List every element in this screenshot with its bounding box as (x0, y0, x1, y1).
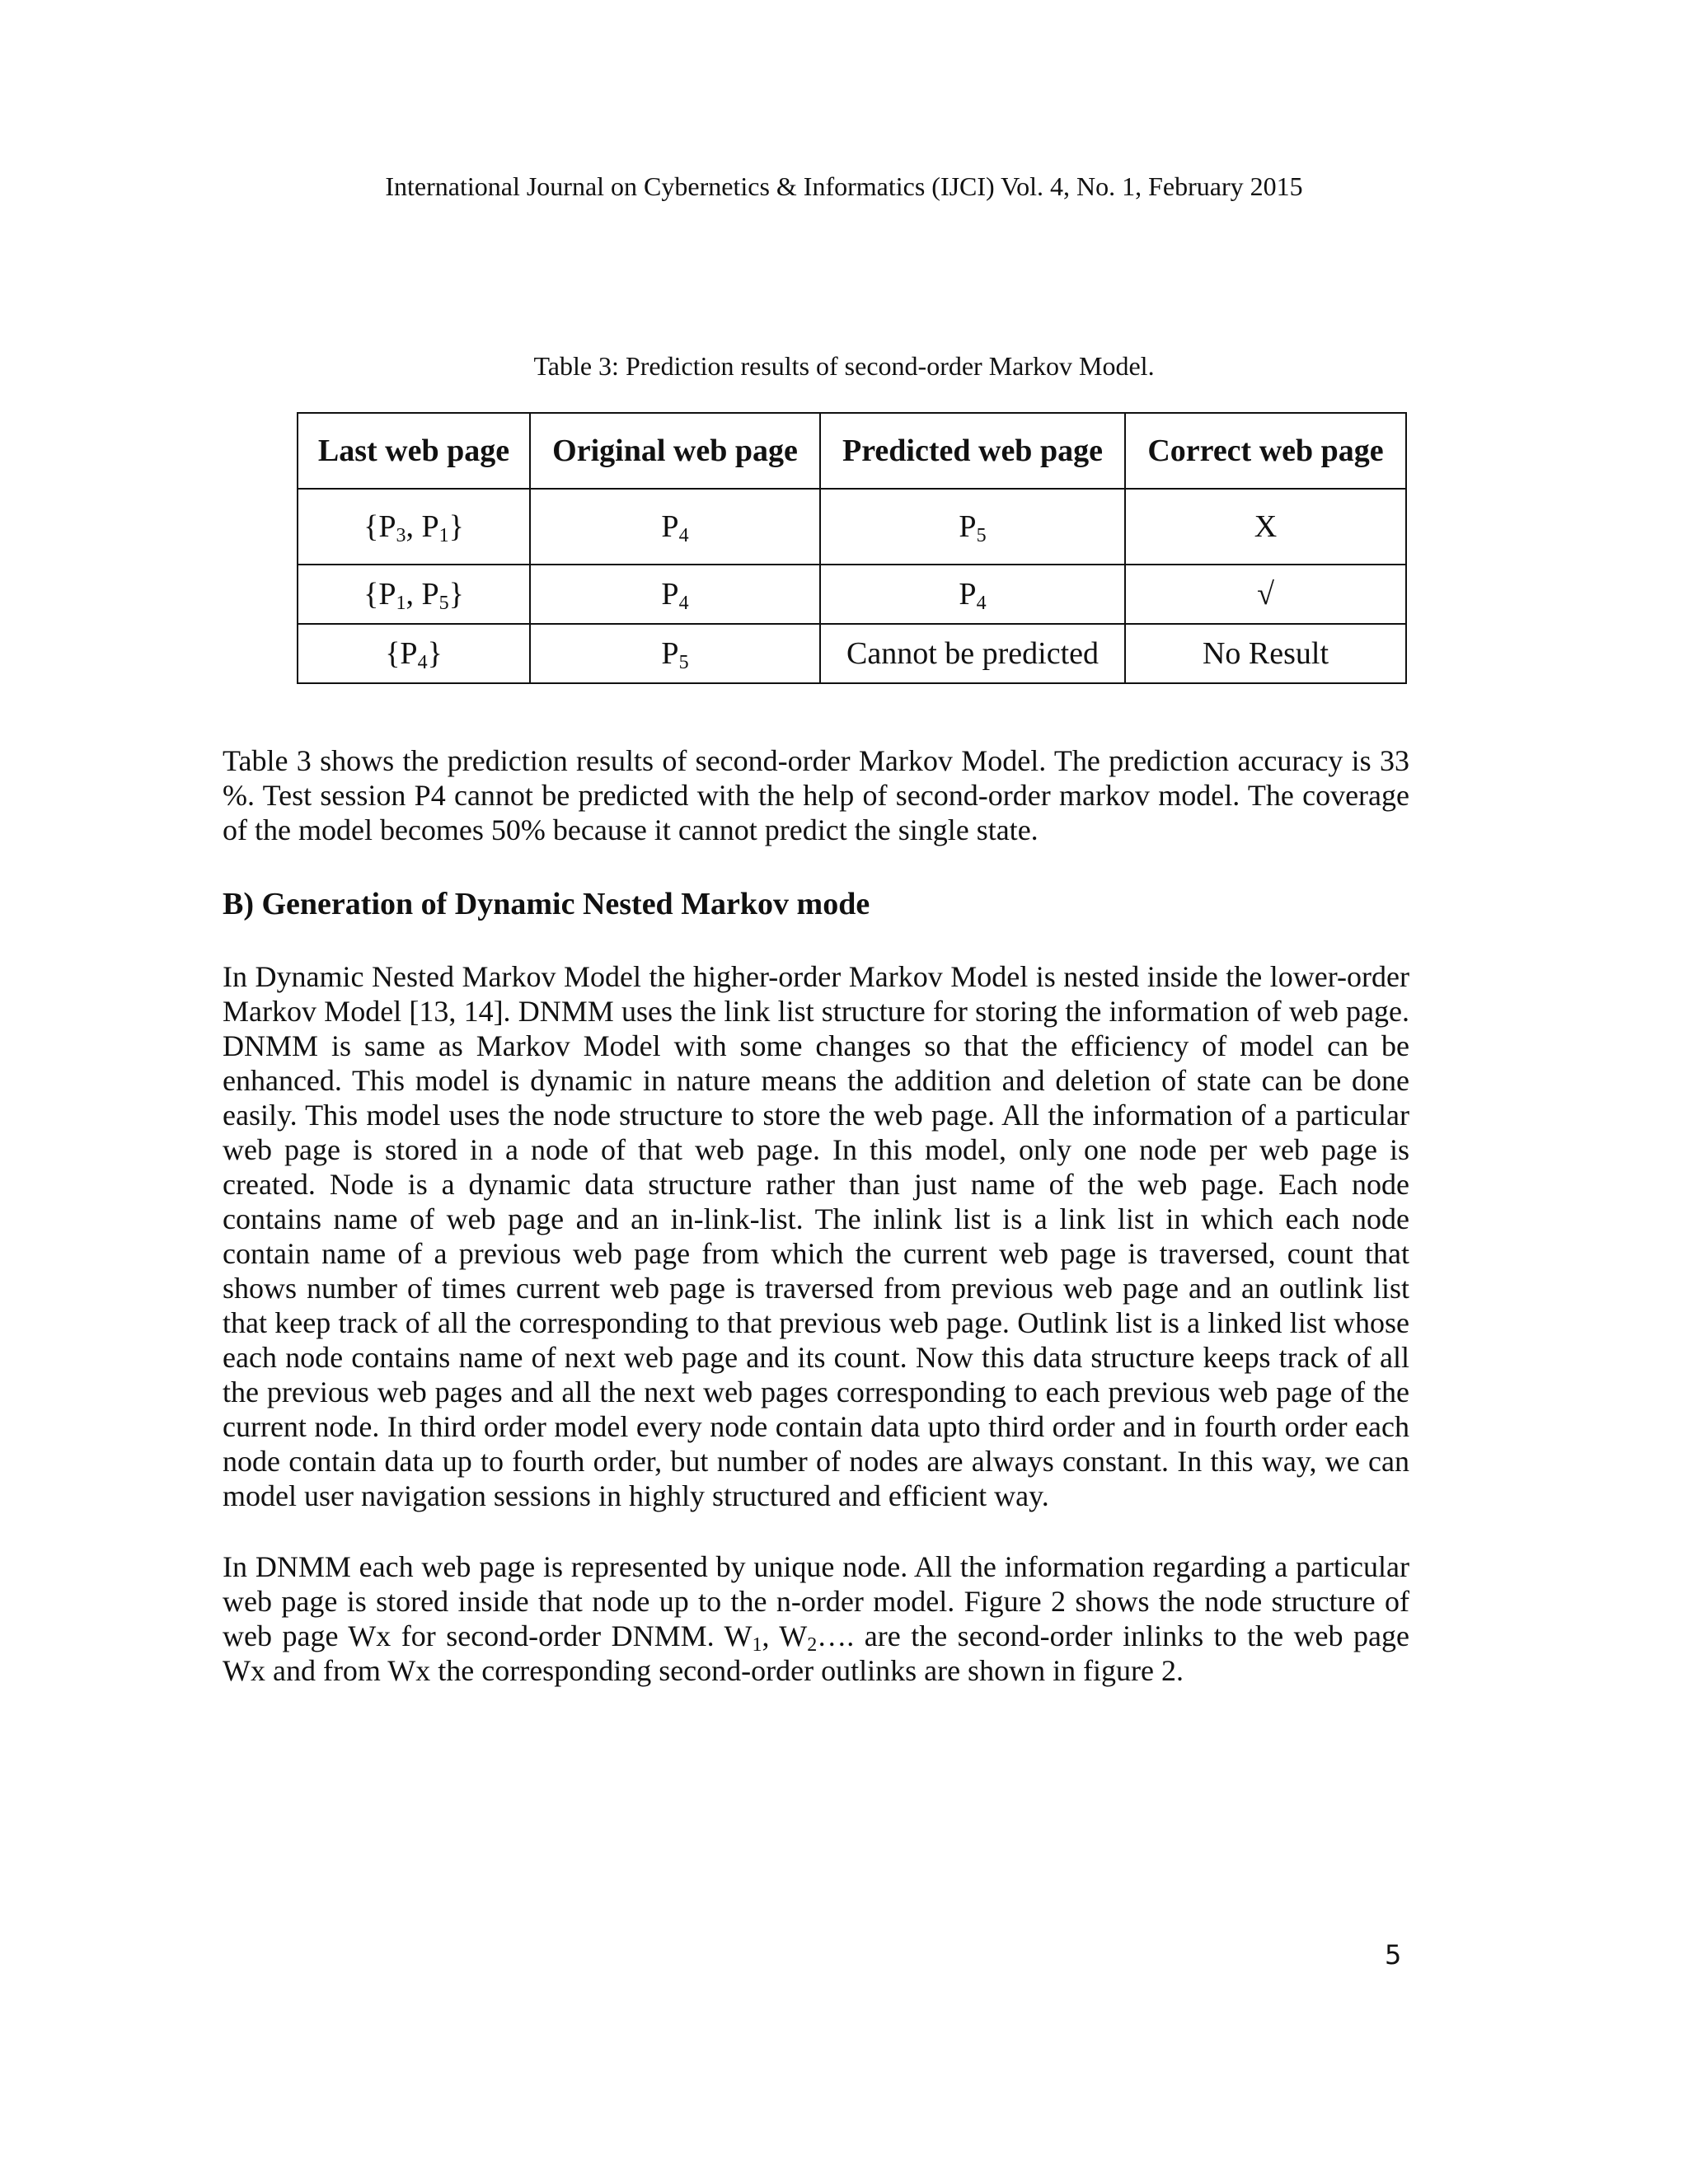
table-header-row (298, 413, 1406, 489)
column-header-last-web-page: Last web page (298, 413, 530, 489)
running-header: International Journal on Cybernetics & Informatics (IJCI) Vol. 4, No. 1, February 2015 (385, 171, 1303, 201)
cell-last-web-page: $\{P_4\}$ (298, 624, 530, 683)
cell-predicted-web-page: $P_5$ (820, 489, 1125, 565)
cell-correct-web-page: √ (1125, 565, 1406, 624)
section-heading: B) Generation of Dynamic Nested Markov mode (223, 887, 870, 921)
cell-original-web-page: $P_5$ (530, 624, 820, 683)
paragraph-dnmm-description: In Dynamic Nested Markov Model the higher-order Markov Model is nested inside the lower-order Markov Model [13, 14]. DNMM uses the link list structure for storing the information of web page. DNMM is same as Markov Model with some changes so that the efficiency of model can be enhanced. This model is dynamic in nature means the addition and deletion of state can be done easily. This model uses the node structure to store the web page. All the information of a particular web page is stored in a node of that web page. In this model, only one node per web page is created. Node is a dynamic data structure rather than just name of the web page. Each node contains name of web page and an in-link-list. The inlink list is a link list in which each node contain name of a previous web page from which the current web page is traversed, count that shows number of times current web page is traversed from previous web page and an outlink list that keep track of all the corresponding to that previous web page. Outlink list is a linked list whose each node contains name of next web page and its count. Now this data structure keeps track of all the previous web pages and all the next web pages corresponding to each previous web page of the current node. In third order model every node contain data upto third order and in fourth order each node contain data up to fourth order, but number of nodes are always constant. In this way, we can model user navigation sessions in highly structured and efficient way. (223, 960, 1409, 1512)
cell-predicted-web-page: Cannot be predicted (820, 624, 1125, 683)
paragraph-dnmm-node-structure: In DNMM each web page is represented by unique node. All the information regarding a particular web page is stored inside that node up to the n-order model. Figure 2 shows the node structure of web page Wx for second-order DNMM. $W_1$, $W_2\dots$. are the second-order inlinks to the web page Wx and from Wx the corresponding second-order outlinks are shown in figure 2. (223, 1550, 1409, 1687)
cell-last-web-page: {$P_1$, $P_5$} (298, 565, 530, 624)
cell-original-web-page: $P_4$ (530, 565, 820, 624)
cell-correct-web-page: No Result (1125, 624, 1406, 683)
cell-predicted-web-page: $P_4$ (820, 565, 1125, 624)
table-row (298, 489, 1406, 565)
cell-last-web-page: {$P_3$, $P_1$} (298, 489, 530, 565)
table-row (298, 565, 1406, 624)
table-row (298, 624, 1406, 683)
prediction-results-table (297, 412, 1407, 684)
page-number: 5 (1385, 1939, 1402, 1971)
cell-original-web-page: $P_4$ (530, 489, 820, 565)
cell-correct-web-page: X (1125, 489, 1406, 565)
column-header-correct-web-page: Correct web page (1125, 413, 1406, 489)
column-header-predicted-web-page: Predicted web page (820, 413, 1125, 489)
table-caption: Table 3: Prediction results of second-order Markov Model. (533, 351, 1155, 381)
paragraph-table-summary: Table 3 shows the prediction results of second-order Markov Model. The prediction accuracy is 33 %. Test session P4 cannot be predicted with the help of second-order markov model. The coverage of the model becomes 50% because it cannot predict the single state. (223, 744, 1409, 846)
column-header-original-web-page: Original web page (530, 413, 820, 489)
